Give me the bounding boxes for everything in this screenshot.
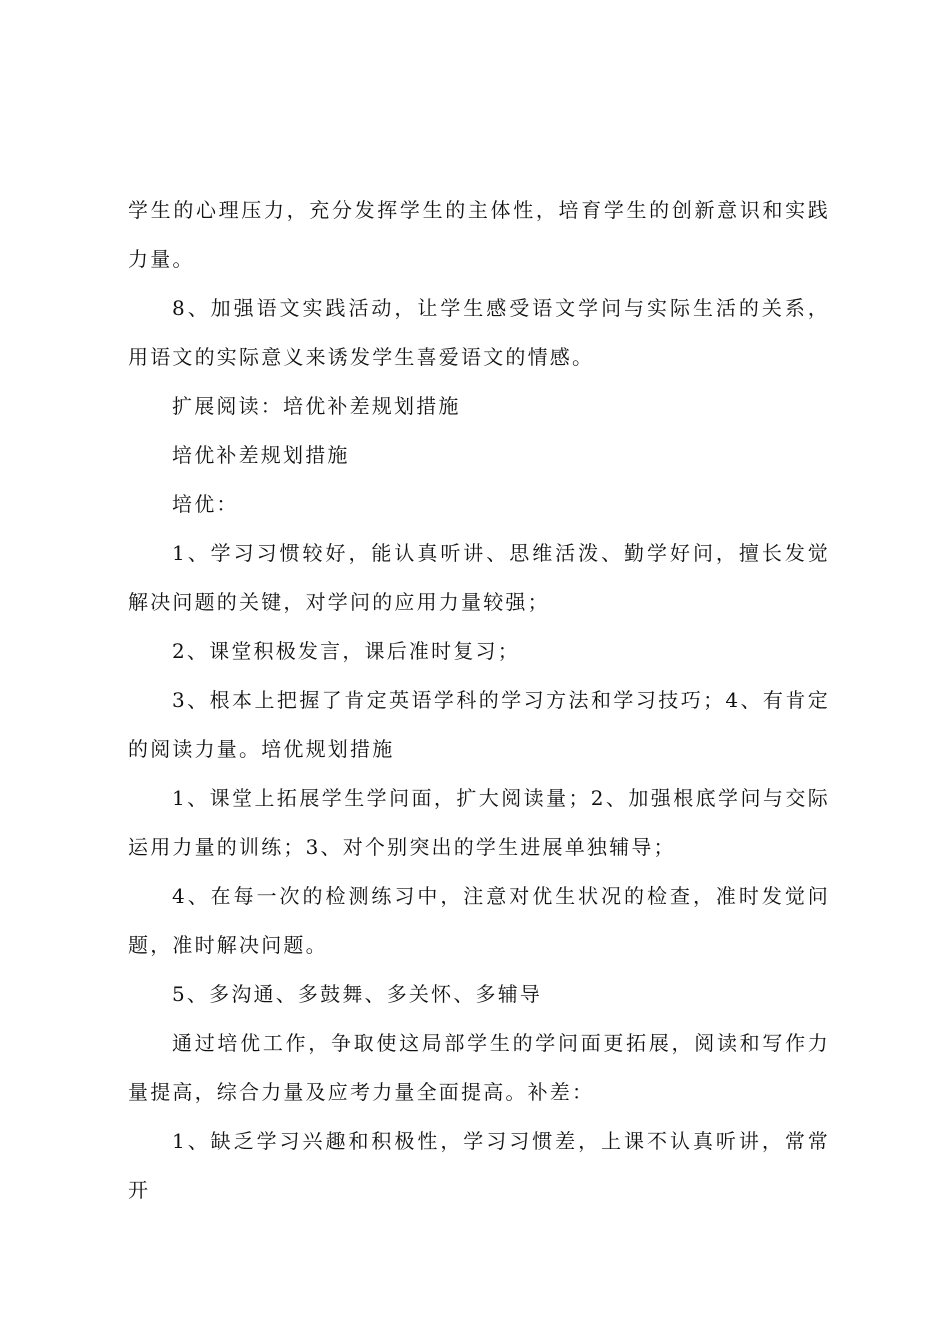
paragraph-continuation: 学生的心理压力，充分发挥学生的主体性，培育学生的创新意识和实践力量。 [128,198,830,271]
paragraph-item-8: 8、加强语文实践活动，让学生感受语文学问与实际生活的关系，用语文的实际意义来诱发学生喜爱语文的情感。 [128,296,830,369]
section-title: 培优补差规划措施 [172,443,350,467]
paragraph-peiyou-1: 1、学习习惯较好，能认真听讲、思维活泼、勤学好问，擅长发觉解决问题的关键，对学问的应用力量较强； [128,541,830,614]
paragraph-peiyou-2: 2、课堂积极发言，课后准时复习； [172,639,520,663]
paragraph-measures-5: 5、多沟通、多鼓舞、多关怀、多辅导 [172,982,543,1006]
subsection-peiyou-heading: 培优： [172,492,239,516]
paragraph-summary: 通过培优工作，争取使这局部学生的学问面更拓展，阅读和写作力量提高，综合力量及应考力量全面提高。补差： [128,1031,830,1104]
document-body [128,186,830,1215]
paragraph-buchai-1: 1、缺乏学习兴趣和积极性，学习习惯差，上课不认真听讲，常常开 [128,1129,830,1202]
extended-reading-heading: 扩展阅读：培优补差规划措施 [172,394,461,418]
paragraph-measures-4: 4、在每一次的检测练习中，注意对优生状况的检查，准时发觉问题，准时解决问题。 [128,884,830,957]
paragraph-measures-1-3: 1、课堂上拓展学生学问面，扩大阅读量；2、加强根底学问与交际运用力量的训练；3、对个别突出的学生进展单独辅导； [128,786,830,859]
paragraph-peiyou-3-4: 3、根本上把握了肯定英语学科的学习方法和学习技巧；4、有肯定的阅读力量。培优规划措施 [128,688,830,761]
